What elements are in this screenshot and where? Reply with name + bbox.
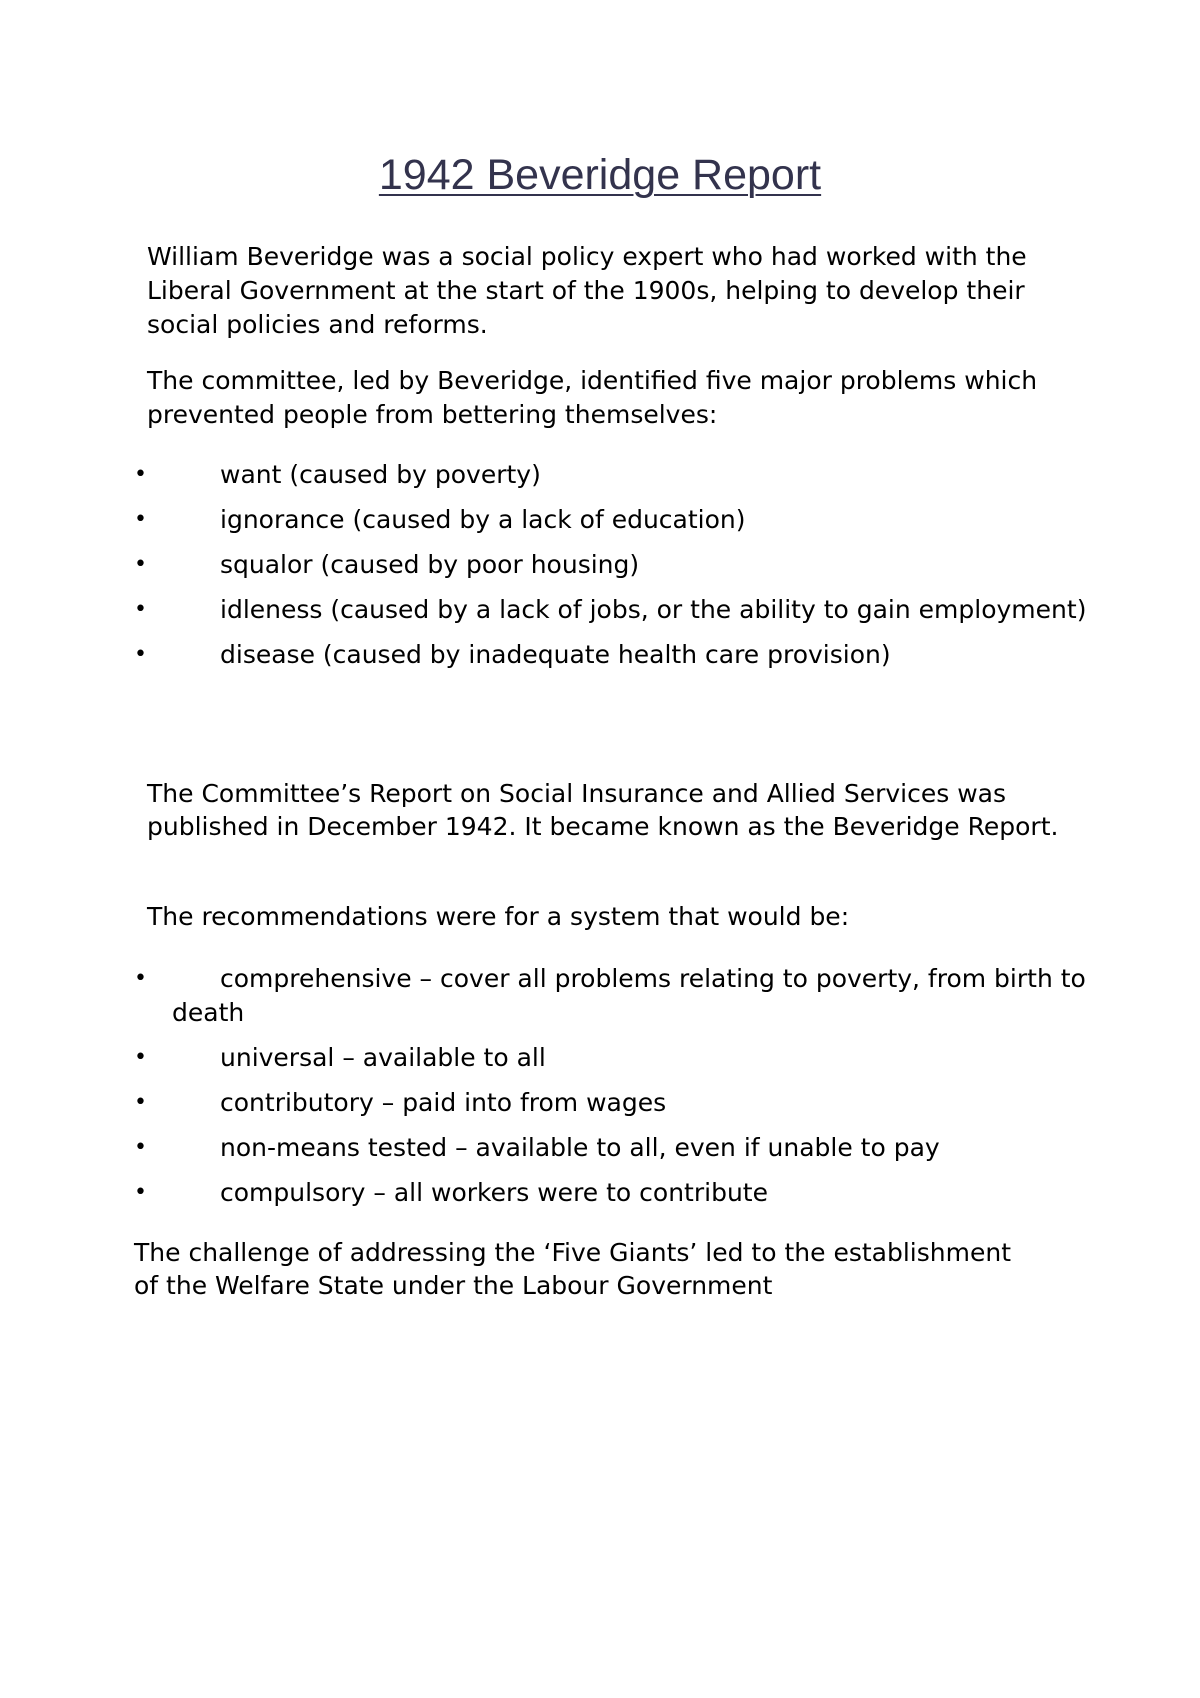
page-title: 1942 Beveridge Report	[378, 151, 822, 199]
list-item-text: non-means tested – available to all, even if unable to pay	[220, 1133, 940, 1162]
recommendations-intro: The recommendations were for a system that would be:	[147, 902, 850, 931]
problems-list	[134, 458, 1094, 683]
bullet-icon: •	[134, 1045, 147, 1070]
list-item	[134, 593, 1094, 627]
bullet-icon: •	[134, 966, 147, 991]
list-item	[134, 503, 1094, 537]
list-item-text: compulsory – all workers were to contribute	[220, 1178, 768, 1207]
committee-paragraph: The committee, led by Beveridge, identified five major problems which prevented people from bettering themselves:	[147, 366, 1038, 429]
intro-paragraph: William Beveridge was a social policy expert who had worked with the Liberal Government at the start of the 1900s, helping to develop their social policies and reforms.	[147, 242, 1027, 339]
list-item-text: universal – available to all	[220, 1043, 546, 1072]
list-item	[134, 458, 1094, 492]
list-item-text: ignorance (caused by a lack of education)	[220, 505, 746, 534]
bullet-icon: •	[134, 597, 147, 622]
list-item	[134, 548, 1094, 582]
list-item-text: contributory – paid into from wages	[220, 1088, 667, 1117]
list-item	[134, 638, 1094, 672]
bullet-icon: •	[134, 642, 147, 667]
bullet-icon: •	[134, 1135, 147, 1160]
report-paragraph: The Committee’s Report on Social Insurance and Allied Services was published in December 1942. It became known as the Beveridge Report.	[147, 779, 1059, 841]
list-item-text: squalor (caused by poor housing)	[220, 550, 640, 579]
list-item	[134, 1176, 1094, 1210]
list-item	[134, 1131, 1094, 1165]
list-item	[134, 962, 1094, 1030]
conclusion-paragraph: The challenge of addressing the ‘Five Giants’ led to the establishment of the Welfare State under the Labour Government	[134, 1238, 1011, 1300]
list-item	[134, 1041, 1094, 1075]
bullet-icon: •	[134, 1180, 147, 1205]
list-item-text: comprehensive – cover all problems relating to poverty, from birth to death	[172, 964, 1086, 1027]
list-item	[134, 1086, 1094, 1120]
recommendations-list	[134, 962, 1094, 1221]
bullet-icon: •	[134, 462, 147, 487]
list-item-text: disease (caused by inadequate health care provision)	[220, 640, 891, 669]
bullet-icon: •	[134, 552, 147, 577]
bullet-icon: •	[134, 507, 147, 532]
list-item-text: idleness (caused by a lack of jobs, or the ability to gain employment)	[220, 595, 1087, 624]
list-item-text: want (caused by poverty)	[220, 460, 541, 489]
bullet-icon: •	[134, 1090, 147, 1115]
